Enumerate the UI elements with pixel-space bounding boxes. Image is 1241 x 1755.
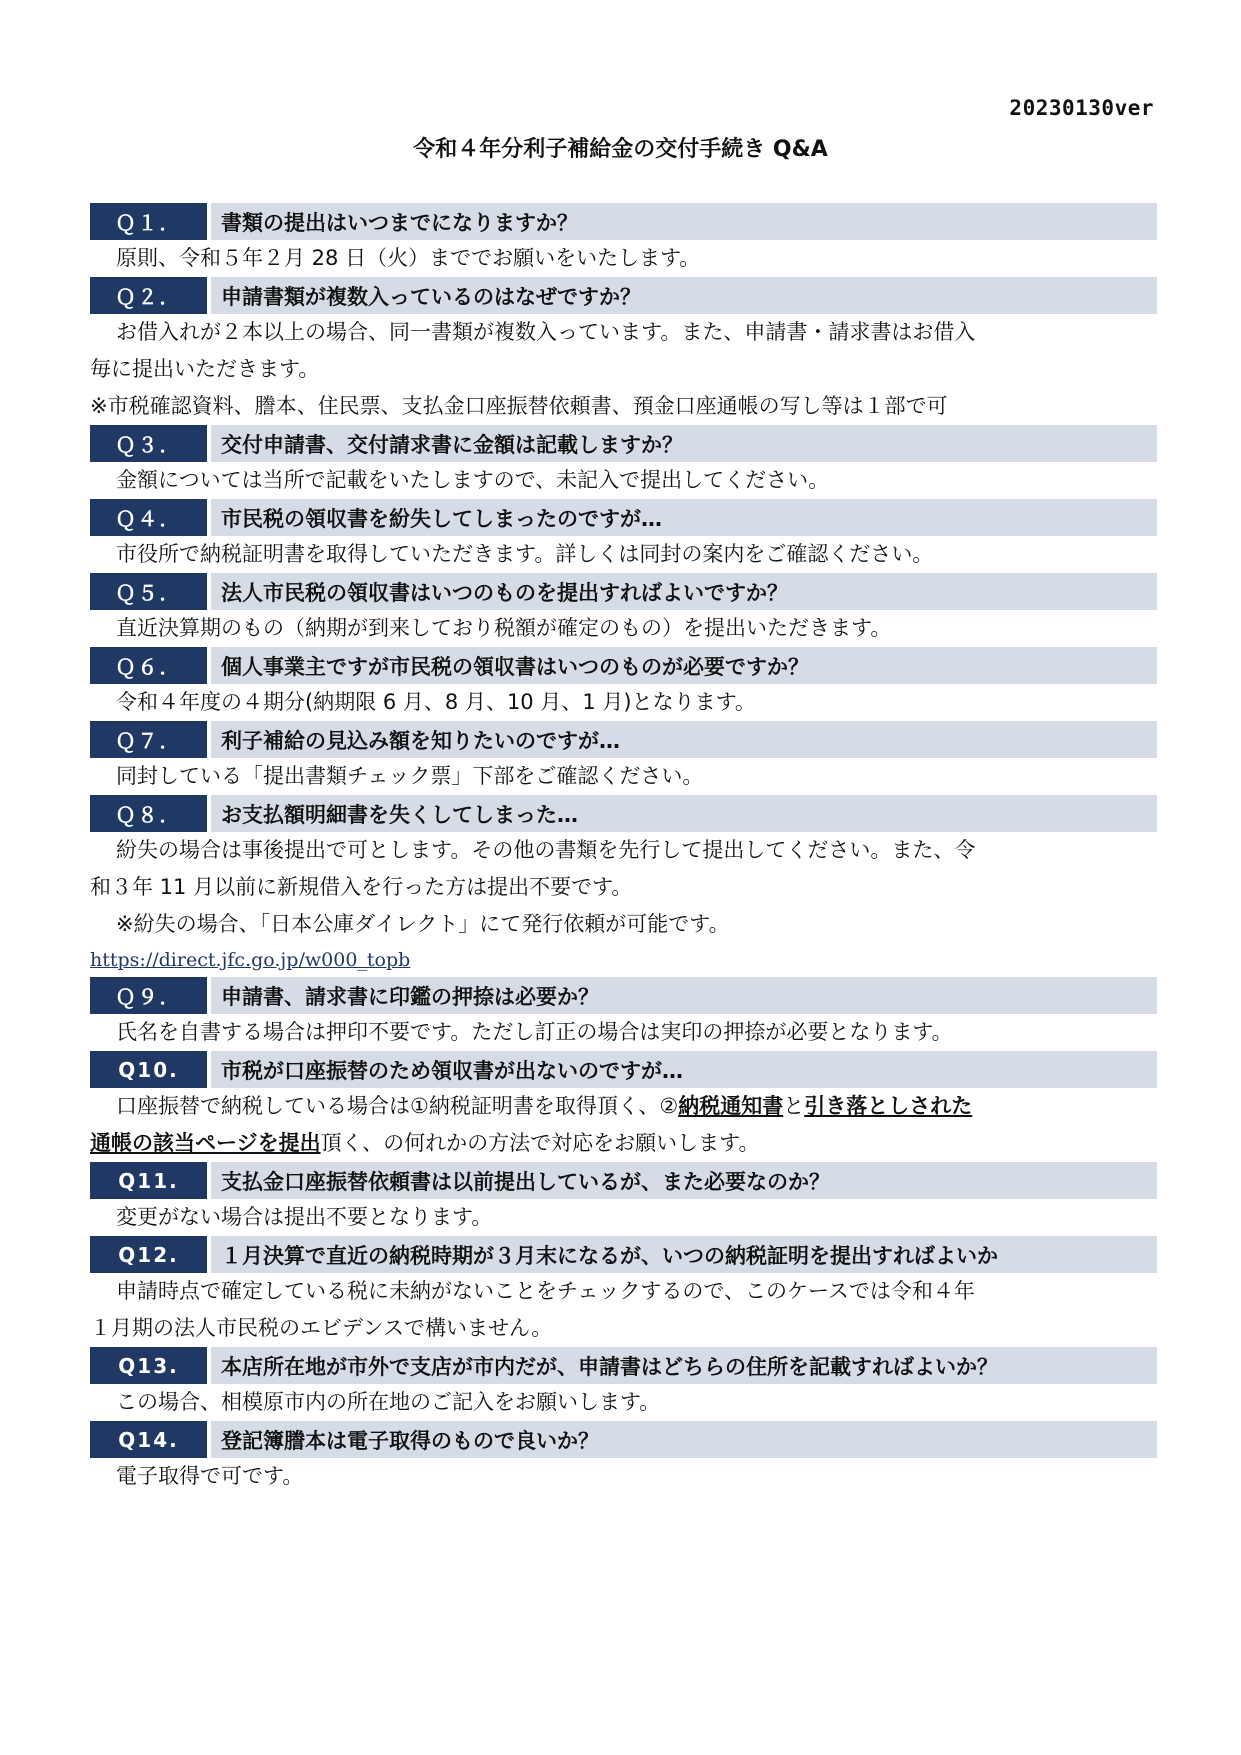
answer-line: 市役所で納税証明書を取得していただきます。詳しくは同封の案内をご確認ください。 (116, 542, 934, 566)
question-text: 書類の提出はいつまでになりますか？ (211, 203, 1157, 240)
question-label: Ｑ２． (90, 277, 207, 314)
answer-line: 電子取得で可です。 (116, 1464, 304, 1488)
question-text: 登記簿謄本は電子取得のもので良いか？ (211, 1421, 1157, 1458)
question-label: Ｑ８． (90, 795, 207, 832)
answer-2 (90, 314, 1157, 425)
question-row-6 (90, 647, 1157, 684)
answer-5 (90, 610, 1157, 647)
question-text: １月決算で直近の納税時期が３月末になるが、いつの納税証明を提出すればよいか (211, 1236, 1157, 1273)
answer-note: ※紛失の場合、「日本公庫ダイレクト」にて発行依頼が可能です。 (116, 912, 730, 936)
question-text: 市税が口座振替のため領収書が出ないのですが… (211, 1051, 1157, 1088)
question-text: 利子補給の見込み額を知りたいのですが… (211, 721, 1157, 758)
answer-line (90, 1125, 1157, 1162)
question-label: Q10. (90, 1051, 207, 1088)
emphasis-tax-notice: 納税通知書 (678, 1094, 784, 1118)
answer-line: 申請時点で確定している税に未納がないことをチェックするので、このケースでは令和４年 (116, 1279, 975, 1303)
question-label: Q11. (90, 1162, 207, 1199)
question-label: Ｑ３． (90, 425, 207, 462)
answer-text: 口座振替で納税している場合は①納税証明書を取得頂く、② (116, 1094, 679, 1118)
answer-note: ※市税確認資料、謄本、住民票、支払金口座振替依頼書、預金口座通帳の写し等は１部で可 (90, 394, 948, 418)
question-label: Q12. (90, 1236, 207, 1273)
question-row-11 (90, 1162, 1157, 1199)
answer-line: お借入れが２本以上の場合、同一書類が複数入っています。また、申請書・請求書はお借入 (116, 320, 976, 344)
answer-10 (90, 1088, 1157, 1162)
answer-line (90, 1088, 1157, 1125)
jfc-direct-link[interactable]: https://direct.jfc.go.jp/w000_topb (90, 949, 411, 971)
answer-13 (90, 1384, 1157, 1421)
question-row-7 (90, 721, 1157, 758)
answer-text: と (783, 1094, 805, 1118)
question-text: お支払額明細書を失くしてしまった… (211, 795, 1157, 832)
answer-line: 和３年 11 月以前に新規借入を行った方は提出不要です。 (90, 875, 633, 899)
answer-line: 原則、令和５年２月 28 日（火）まででお願いをいたします。 (116, 246, 701, 270)
question-text: 交付申請書、交付請求書に金額は記載しますか？ (211, 425, 1157, 462)
answer-text: 頂く、の何れかの方法で対応をお願いします。 (320, 1131, 760, 1155)
question-label: Ｑ６． (90, 647, 207, 684)
answer-line: 同封している「提出書類チェック票」下部をご確認ください。 (116, 764, 704, 788)
answer-line: 令和４年度の４期分(納期限 6 月、8 月、10 月、1 月)となります。 (116, 690, 756, 714)
answer-12 (90, 1273, 1157, 1347)
qa-list (90, 203, 1157, 1495)
question-label: Ｑ４． (90, 499, 207, 536)
answer-9 (90, 1014, 1157, 1051)
question-row-8 (90, 795, 1157, 832)
answer-4 (90, 536, 1157, 573)
answer-line: 金額については当所で記載をいたしますので、未記入で提出してください。 (116, 468, 830, 492)
question-text: 法人市民税の領収書はいつのものを提出すればよいですか？ (211, 573, 1157, 610)
question-row-1 (90, 203, 1157, 240)
question-text: 申請書、請求書に印鑑の押捺は必要か？ (211, 977, 1157, 1014)
question-row-12 (90, 1236, 1157, 1273)
emphasis-debited: 引き落としされた (804, 1094, 973, 1118)
question-row-5 (90, 573, 1157, 610)
answer-line: １月期の法人市民税のエビデンスで構いません。 (90, 1316, 553, 1340)
question-label: Q14. (90, 1421, 207, 1458)
question-row-14 (90, 1421, 1157, 1458)
question-row-10 (90, 1051, 1157, 1088)
question-row-13 (90, 1347, 1157, 1384)
answer-line: この場合、相模原市内の所在地のご記入をお願いします。 (116, 1390, 661, 1414)
version-label: 20230130ver (1009, 96, 1154, 120)
question-label: Ｑ１． (90, 203, 207, 240)
question-text: 申請書類が複数入っているのはなぜですか？ (211, 277, 1157, 314)
question-text: 個人事業主ですが市民税の領収書はいつのものが必要ですか？ (211, 647, 1157, 684)
question-label: Q13. (90, 1347, 207, 1384)
answer-line: 変更がない場合は提出不要となります。 (116, 1205, 493, 1229)
answer-8 (90, 832, 1157, 977)
question-row-3 (90, 425, 1157, 462)
answer-1 (90, 240, 1157, 277)
question-label: Ｑ５． (90, 573, 207, 610)
question-label: Ｑ９． (90, 977, 207, 1014)
answer-6 (90, 684, 1157, 721)
answer-line: 氏名を自書する場合は押印不要です。ただし訂正の場合は実印の押捺が必要となります。 (116, 1020, 953, 1044)
question-label: Ｑ７． (90, 721, 207, 758)
answer-line: 毎に提出いただきます。 (90, 357, 320, 381)
answer-line: 直近決算期のもの（納期が到来しており税額が確定のもの）を提出いただきます。 (116, 616, 892, 640)
question-text: 市民税の領収書を紛失してしまったのですが… (211, 499, 1157, 536)
answer-11 (90, 1199, 1157, 1236)
answer-7 (90, 758, 1157, 795)
question-text: 本店所在地が市外で支店が市内だが、申請書はどちらの住所を記載すればよいか？ (211, 1347, 1157, 1384)
answer-14 (90, 1458, 1157, 1495)
question-row-2 (90, 277, 1157, 314)
answer-line: 紛失の場合は事後提出で可とします。その他の書類を先行して提出してください。また、令 (116, 838, 976, 862)
question-row-4 (90, 499, 1157, 536)
document-title: 令和４年分利子補給金の交付手続き Q&A (413, 137, 828, 162)
emphasis-passbook-page: 通帳の該当ページを提出 (90, 1131, 321, 1155)
question-row-9 (90, 977, 1157, 1014)
answer-3 (90, 462, 1157, 499)
question-text: 支払金口座振替依頼書は以前提出しているが、また必要なのか？ (211, 1162, 1157, 1199)
